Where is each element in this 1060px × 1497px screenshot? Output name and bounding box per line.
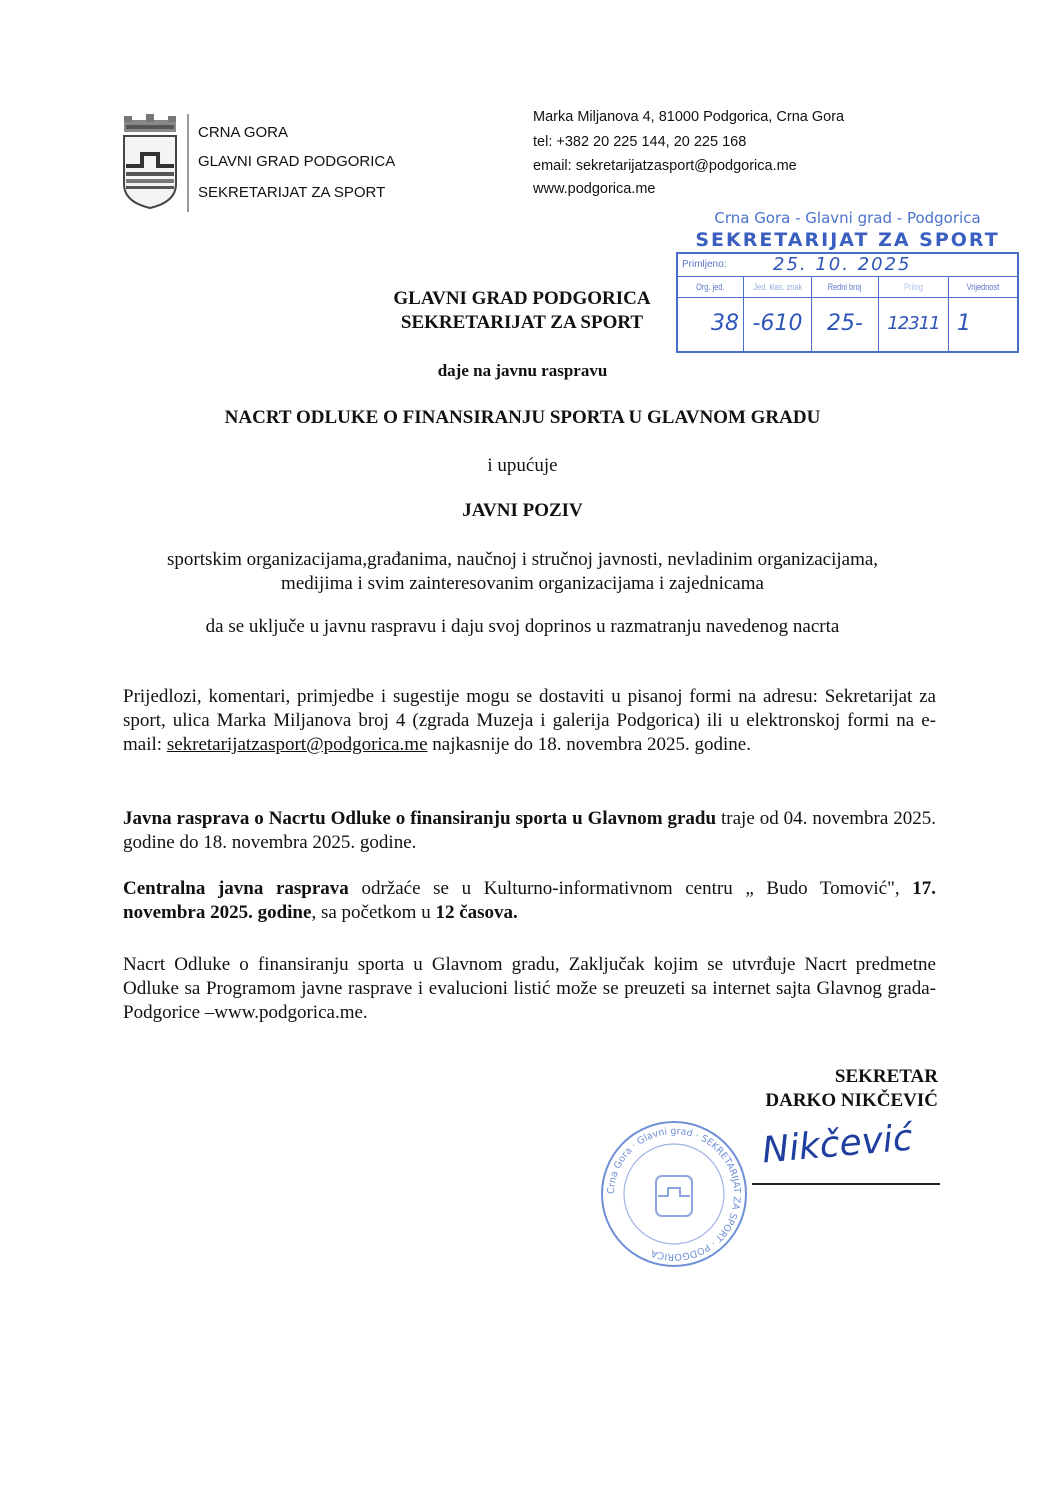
paragraph-download: Nacrt Odluke o finansiranju sporta u Glavnom gradu, Zaključak kojim se utvrđuje Nacrt predmetne Odluke sa Programom javne rasprave i evalucioni listić može se preuzeti sa internet sajta Glavnog grada-Podgorice –www.podgorica.me.	[123, 954, 936, 1023]
letterhead-city: GLAVNI GRAD PODGORICA	[198, 153, 396, 170]
email-link[interactable]: sekretarijatzasport@podgorica.me	[166, 734, 428, 755]
signature-line	[752, 1183, 940, 1185]
p1-text: Prijedlozi, komentari, primjedbe i sugestije mogu se dostaviti u pisanoj formi na adresu: Sekretarijat za sport, ulica Marka Miljanova broj 4 (zgrada Muzeja i galerija Podgorica) ili u elektronskoj formi na e-mail:	[123, 686, 936, 755]
col-number	[812, 277, 879, 297]
email: email: sekretarijatzasport@podgorica.me	[533, 158, 797, 174]
addressees-line1: sportskim organizacijama,građanima, naučnoj i stručnoj javnosti, nevladinim organizacijama,	[166, 549, 879, 570]
p1-deadline: najkasnije do 18. novembra 2025. godine.	[427, 734, 751, 755]
value-attachment: 12311	[879, 298, 949, 353]
stamp-header-line2: SEKRETARIJAT ZA SPORT	[695, 229, 1000, 251]
intro: daje na javnu raspravu	[437, 361, 608, 380]
paragraph-duration	[123, 807, 936, 855]
p2-text: traje od 04. novembra 2025. godine do 18. novembra 2025. godine.	[123, 808, 936, 853]
svg-text:Crna Gora · Glavni grad · SEKR	[606, 1126, 742, 1262]
p2-bold: Javna rasprava o Nacrtu Odluke o finansiranju sporta u Glavnom gradu	[123, 808, 717, 829]
p3-text2: , sa početkom u	[311, 902, 436, 923]
signatory-name: DARKO NIKČEVIĆ	[765, 1090, 938, 1111]
value-org: 38	[678, 298, 744, 353]
col-org-label: Org. jed.	[696, 282, 725, 292]
value-class: -610	[744, 298, 812, 353]
letterhead-country: CRNA GORA	[198, 124, 289, 141]
receipt-stamp	[676, 252, 1019, 353]
invitation: da se uključe u javnu raspravu i daju svoj doprinos u razmatranju navedenog nacrta	[205, 616, 840, 637]
addressees-line2: medijima i svim zainteresovanim organizacijama i zajednicama	[281, 573, 764, 594]
letterhead-divider	[187, 114, 189, 212]
website: www.podgorica.me	[533, 181, 656, 197]
received-date: 25. 10. 2025	[773, 254, 912, 275]
p3-bold1: Centralna javna rasprava	[123, 878, 349, 899]
p3-time: 12 časova.	[435, 902, 518, 923]
issuer-line2: SEKRETARIJAT ZA SPORT	[400, 312, 644, 333]
handwritten-signature: Nikčević	[760, 1117, 915, 1172]
address: Marka Miljanova 4, 81000 Podgorica, Crna Gora	[533, 109, 845, 125]
phone: tel: +382 20 225 144, 20 225 168	[533, 134, 747, 150]
col-value	[949, 277, 1017, 297]
stamp-header-line1: Crna Gora - Glavni grad - Podgorica	[714, 209, 981, 227]
p3-text1: održaće se u Kulturno-informativnom centru „ Budo Tomović",	[348, 878, 913, 899]
document-title: NACRT ODLUKE O FINANSIRANJU SPORTA U GLAVNOM GRADU	[224, 407, 821, 428]
value-number: 25-	[812, 298, 879, 353]
col-class-label: Jed. klas. znak	[753, 282, 802, 292]
value-value: 1	[957, 311, 971, 336]
paragraph-central-debate	[123, 877, 936, 925]
col-org	[678, 277, 744, 297]
issuer-line1: GLAVNI GRAD PODGORICA	[393, 288, 651, 309]
col-number-label: Redni broj	[828, 282, 862, 292]
call-title: JAVNI POZIV	[462, 500, 583, 521]
col-attachment-label: Prilog	[904, 282, 923, 292]
letterhead-department: SEKRETARIJAT ZA SPORT	[198, 184, 386, 201]
col-class	[744, 277, 812, 297]
seal-text: Crna Gora · Glavni grad · SEKRETARIJAT ZA SPORT · PODGORICA	[605, 1125, 743, 1263]
col-attachment	[879, 277, 949, 297]
signatory-title: SEKRETAR	[834, 1066, 938, 1087]
col-value-label: Vrijednost	[966, 282, 1000, 292]
p3-date: 17. novembra 2025. godine	[123, 878, 936, 923]
coat-of-arms-logo	[120, 114, 180, 210]
paragraph-submissions	[123, 685, 936, 757]
and-issues: i upućuje	[487, 455, 558, 476]
received-label: Primljeno:	[682, 259, 727, 270]
official-seal	[598, 1118, 750, 1270]
